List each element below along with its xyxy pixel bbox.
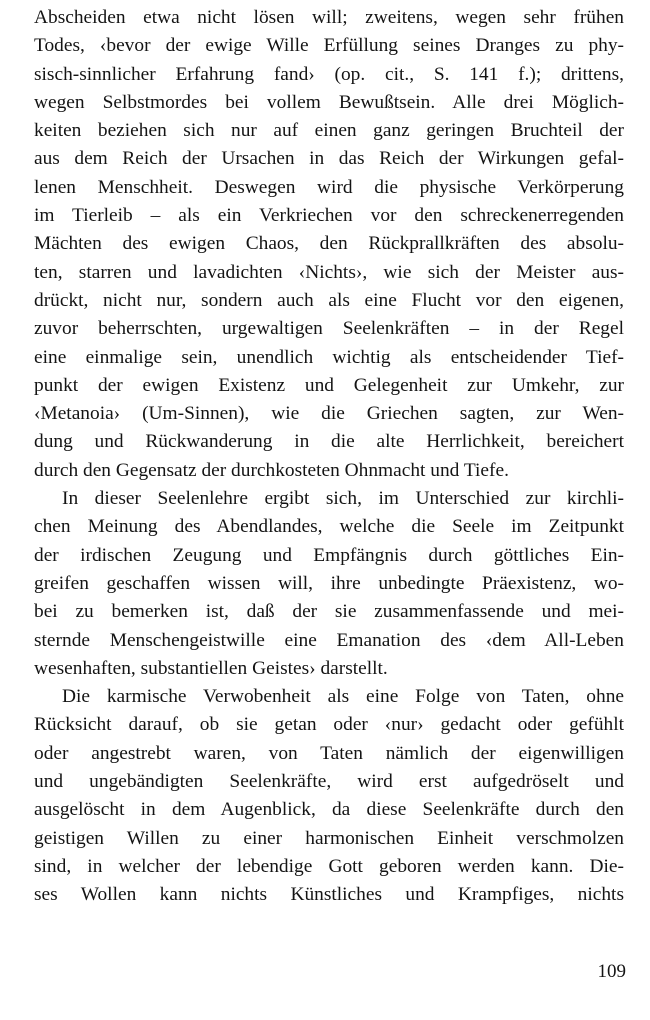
text-line: geistigen Willen zu einer harmonischen Einheit verschmolzen (34, 827, 624, 849)
text-line: Mächten des ewigen Chaos, den Rückprallkräften des absolu- (34, 233, 624, 255)
text-line: wesenhaften, substantiellen Geistes› darstellt. (34, 657, 388, 679)
text-line: greifen geschaffen wissen will, ihre unbedingte Präexistenz, wo- (34, 572, 624, 594)
text-line: Die karmische Verwobenheit als eine Folge von Taten, ohne (62, 686, 624, 708)
text-line: aus dem Reich der Ursachen in das Reich der Wirkungen gefal- (34, 148, 624, 170)
page-number: 109 (597, 961, 626, 982)
text-line: keiten beziehen sich nur auf einen ganz geringen Bruchteil der (34, 120, 624, 142)
text-line: sternde Menschengeistwille eine Emanation des ‹dem All-Leben (34, 629, 624, 651)
text-line: zuvor beherrschten, urgewaltigen Seelenkräften – in der Regel (34, 318, 624, 340)
text-line: sind, in welcher der lebendige Gott geboren werden kann. Die- (34, 855, 624, 877)
text-line: sisch-sinnlicher Erfahrung fand› (op. cit., S. 141 f.); drittens, (34, 63, 624, 85)
text-line: In dieser Seelenlehre ergibt sich, im Unterschied zur kirchli- (62, 488, 624, 510)
text-line: drückt, nicht nur, sondern auch als eine Flucht vor den eigenen, (34, 289, 624, 311)
text-line: oder angestrebt waren, von Taten nämlich der eigenwilligen (34, 742, 624, 764)
text-line: punkt der ewigen Existenz und Gelegenheit zur Umkehr, zur (34, 374, 624, 396)
text-line: und ungebändigten Seelenkräfte, wird erst aufgedröselt und (34, 771, 624, 793)
text-line: wegen Selbstmordes bei vollem Bewußtsein. Alle drei Möglich- (34, 91, 624, 113)
text-line: chen Meinung des Abendlandes, welche die Seele im Zeitpunkt (34, 516, 624, 538)
text-line: lenen Menschheit. Deswegen wird die physische Verkörperung (34, 176, 624, 198)
text-line: Rücksicht darauf, ob sie getan oder ‹nur› gedacht oder gefühlt (34, 714, 624, 736)
text-line: ten, starren und lavadichten ‹Nichts›, wie sich der Meister aus- (34, 261, 624, 283)
text-line: im Tierleib – als ein Verkriechen vor den schreckenerregenden (34, 205, 624, 227)
text-line: ses Wollen kann nichts Künstliches und Krampfiges, nichts (34, 884, 624, 906)
text-line: Abscheiden etwa nicht lösen will; zweitens, wegen sehr frühen (34, 7, 624, 28)
text-line: bei zu bemerken ist, daß der sie zusammenfassende und mei- (34, 601, 624, 623)
text-line: durch den Gegensatz der durchkosteten Ohnmacht und Tiefe. (34, 459, 509, 481)
body-text (34, 4, 624, 910)
text-line: der irdischen Zeugung und Empfängnis durch göttliches Ein- (34, 544, 624, 566)
text-line: ‹Metanoia› (Um-Sinnen), wie die Griechen sagten, zur Wen- (34, 403, 624, 425)
text-line: ausgelöscht in dem Augenblick, da diese Seelenkräfte durch den (34, 799, 624, 821)
paragraph (34, 4, 624, 485)
text-line: dung und Rückwanderung in die alte Herrlichkeit, bereichert (34, 431, 624, 453)
paragraph (34, 485, 624, 683)
text-line: Todes, ‹bevor der ewige Wille Erfüllung seines Dranges zu phy- (34, 35, 624, 57)
text-line: eine einmalige sein, unendlich wichtig als entscheidender Tief- (34, 346, 624, 368)
paragraph (34, 683, 624, 909)
